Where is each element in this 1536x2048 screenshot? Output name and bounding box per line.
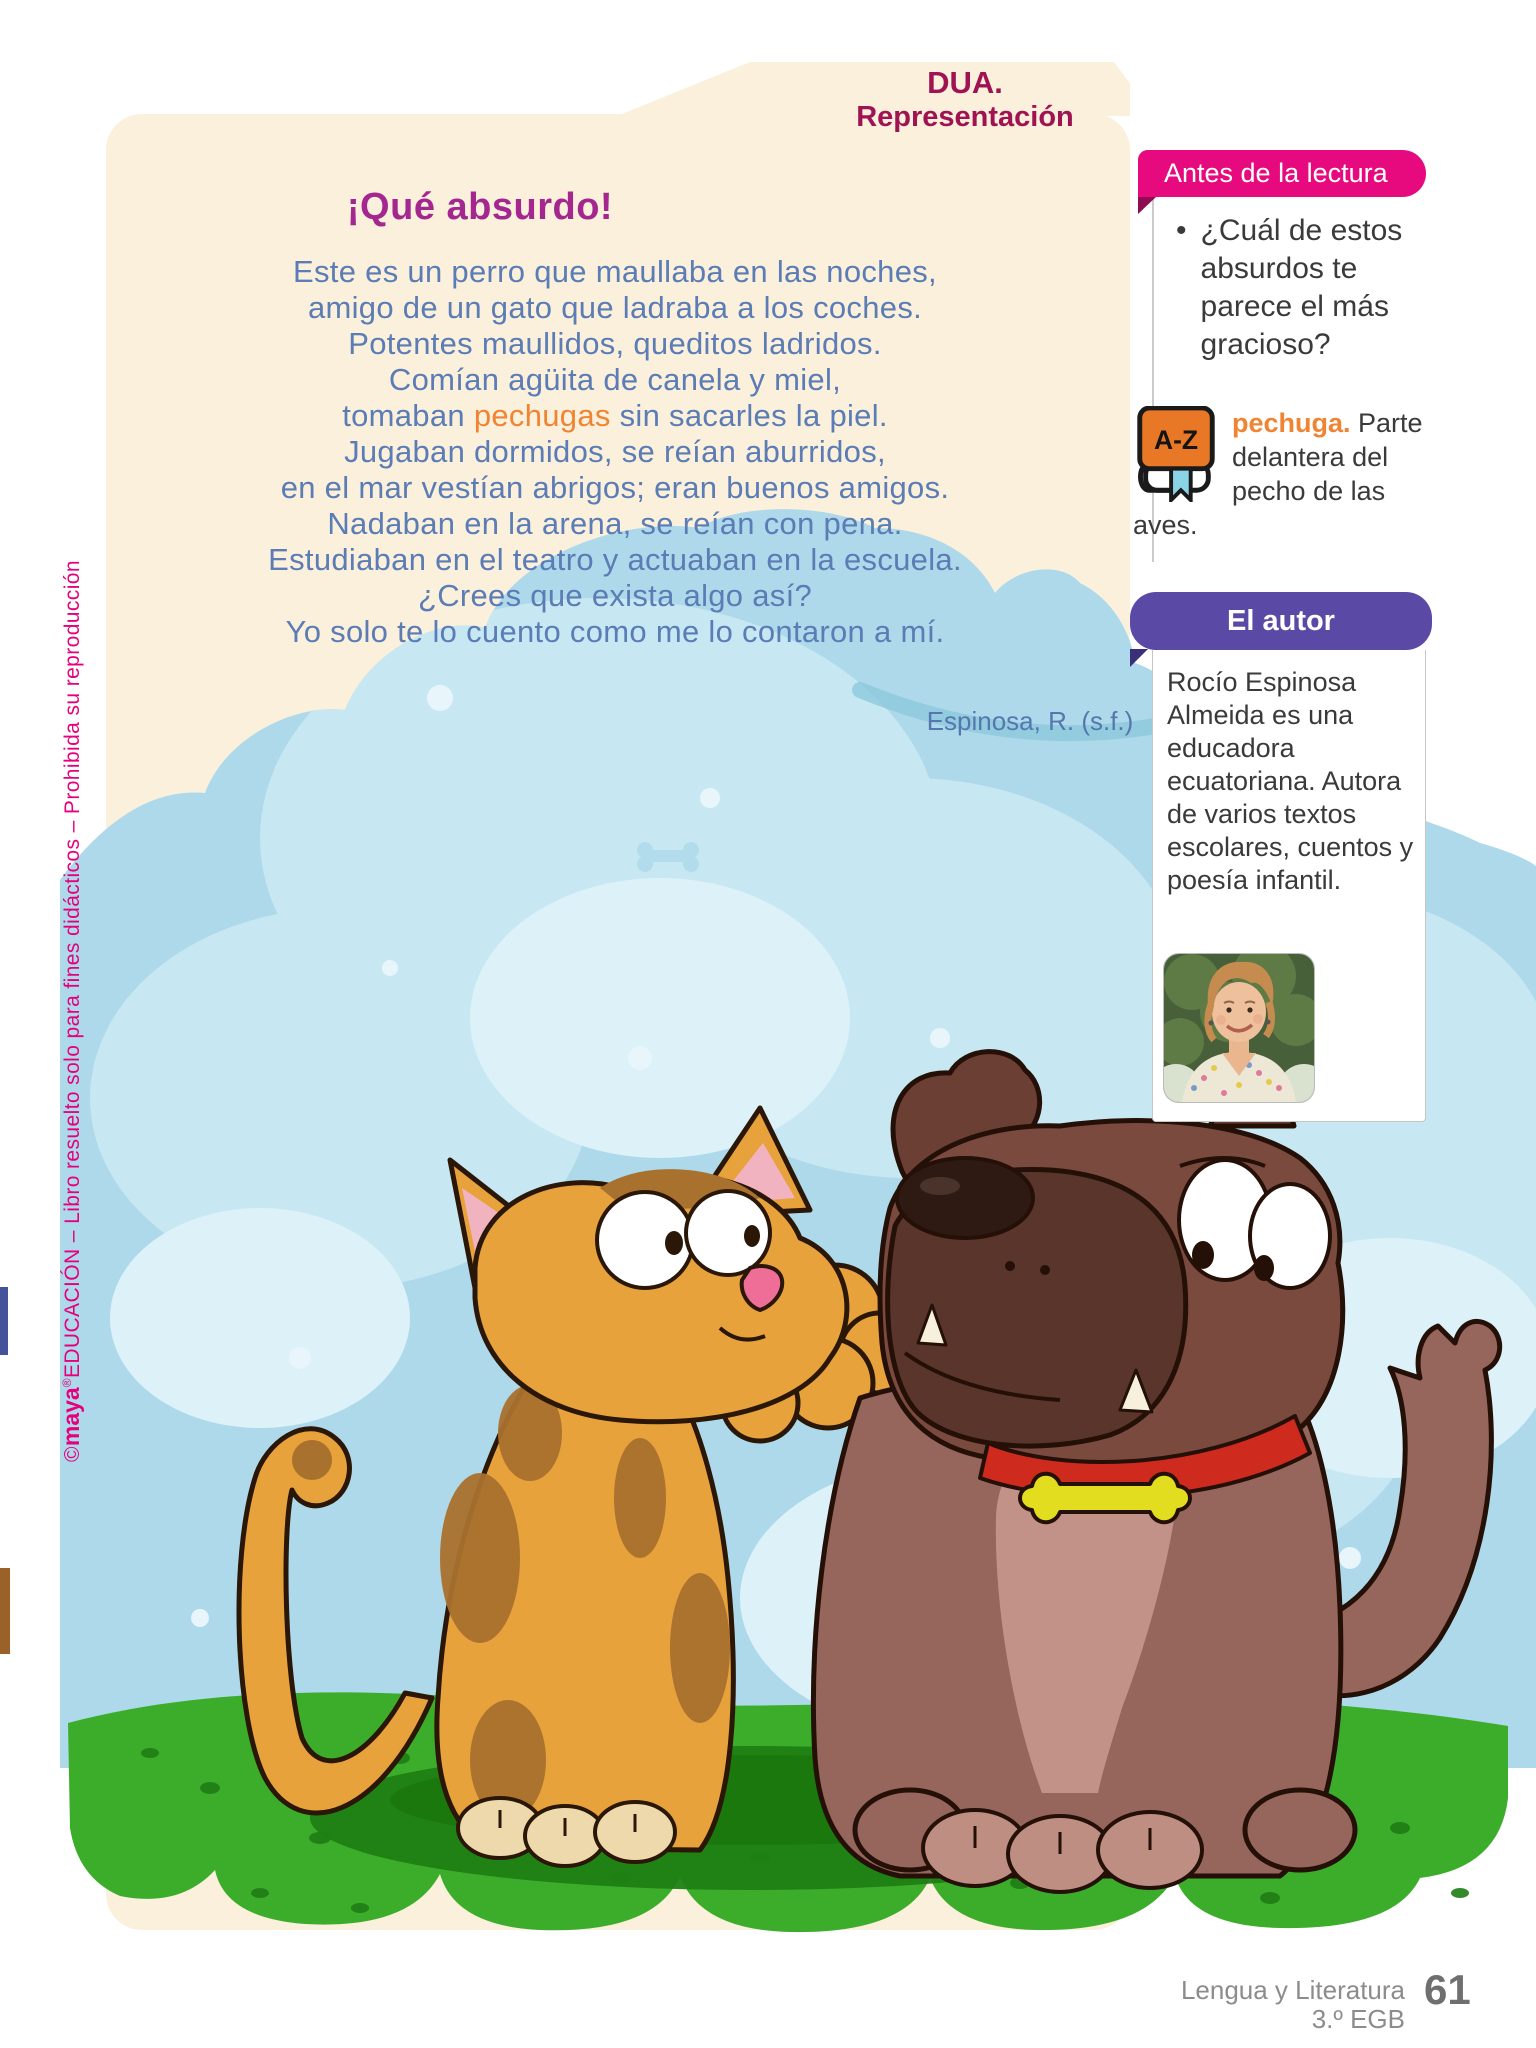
before-reading-header-label: Antes de la lectura — [1164, 158, 1388, 188]
footer-grade: 3.º EGB — [1311, 2004, 1405, 2034]
copyright-symbol: © — [61, 1446, 84, 1462]
author-section-header: El autor — [1130, 592, 1432, 650]
author-panel — [1152, 650, 1426, 1122]
dua-subtitle: Representación — [856, 100, 1074, 133]
poem-line: Este es un perro que maullaba en las noches, — [293, 254, 937, 289]
footer-course-info — [1005, 1976, 1405, 2034]
highlighted-word: pechugas — [473, 398, 611, 433]
poem-line-highlighted — [130, 398, 1100, 434]
poem-line: Yo solo te lo cuento como me lo contaron a mí. — [285, 614, 945, 649]
registered-symbol: ® — [60, 1378, 74, 1388]
author-photo — [1163, 953, 1315, 1103]
vocabulary-definition: Parte delantera del pecho de las aves. — [1133, 408, 1423, 540]
vocabulary-box — [1133, 406, 1435, 542]
dua-title: DUA. — [927, 65, 1003, 100]
bookmark-ribbon — [1171, 469, 1191, 500]
before-reading-header — [1138, 150, 1426, 197]
question-text: ¿Cuál de estos absurdos te parece el más gracioso? — [1200, 214, 1403, 361]
bullet-marker: • — [1176, 214, 1187, 247]
dua-label — [790, 66, 1140, 133]
poem-text — [130, 254, 1100, 650]
poem-line: ¿Crees que exista algo así? — [417, 578, 813, 613]
page-edge-artifact-brown — [0, 1568, 10, 1654]
vocabulary-term: pechuga. — [1232, 408, 1351, 438]
dog-paws — [923, 1810, 1202, 1892]
poem-title: ¡Qué absurdo! — [346, 186, 614, 228]
dog-nose — [897, 1158, 1033, 1238]
poem-line: Potentes maullidos, queditos ladridos. — [348, 326, 882, 361]
author-bio: Rocío Espinosa Almeida es una educadora ecuatoriana. Autora de varios textos escolares, cuentos y poesía infantil. — [1167, 667, 1414, 895]
publisher-brand: maya — [58, 1387, 84, 1447]
copyright-notice: EDUCACIÓN – Libro resuelto solo para fines didácticos – Prohibida su reproducción — [61, 560, 84, 1379]
poem-line: amigo de un gato que ladraba a los coches. — [307, 290, 923, 325]
cat-paws — [458, 1798, 675, 1866]
poem-line: Estudiaban en el teatro y actuaban en la escuela. — [268, 542, 962, 577]
header-fold-decoration — [1138, 197, 1156, 214]
poem-line: Comían agüita de canela y miel, — [388, 362, 842, 397]
poem-line: en el mar vestían abrigos; eran buenos amigos. — [280, 470, 950, 505]
poem-attribution: Espinosa, R. (s.f.) — [926, 706, 1134, 736]
poem-line-suffix: sin sacarles la piel. — [610, 398, 888, 433]
dictionary-icon-label: A-Z — [1153, 425, 1199, 456]
header-fold-decoration — [1130, 649, 1148, 667]
vertical-copyright-text — [58, 402, 92, 1462]
poem-line: Nadaban en la arena, se reían con pena. — [327, 506, 903, 541]
before-reading-question — [1176, 212, 1428, 364]
poem-line: Jugaban dormidos, se reían aburridos, — [344, 434, 886, 469]
page-number: 61 — [1424, 1966, 1471, 2013]
poem-line-prefix: tomaban — [342, 398, 474, 433]
dictionary-book-icon — [1133, 406, 1219, 502]
footer-course: Lengua y Literatura — [1180, 1975, 1405, 2005]
page-edge-artifact-blue — [0, 1287, 8, 1355]
